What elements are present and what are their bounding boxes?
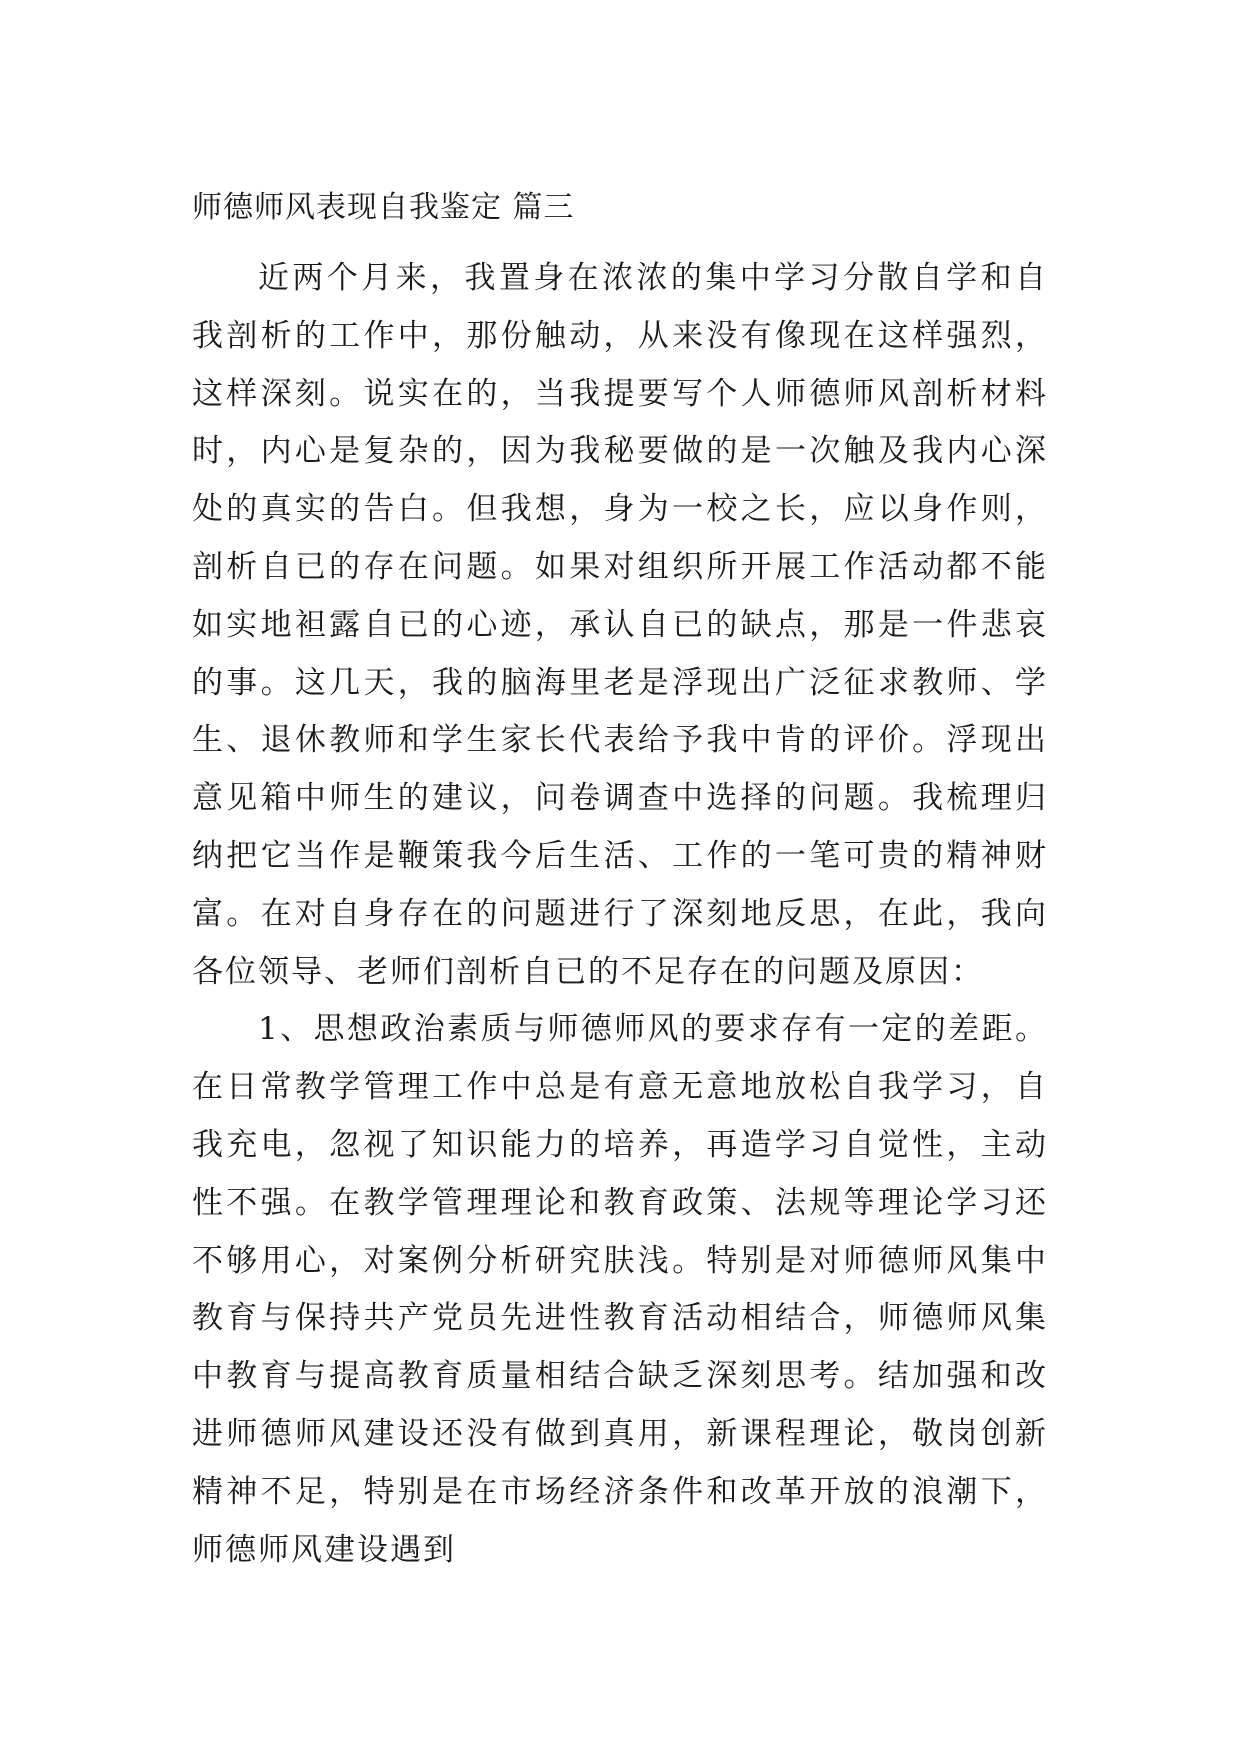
paragraph-intro: 近两个月来，我置身在浓浓的集中学习分散自学和自我剖析的工作中，那份触动，从来没有像现在这样强烈，这样深刻。说实在的，当我提要写个人师德师风剖析材料时，内心是复杂的，因为我秘要做的是一次触及我内心深处的真实的告白。但我想，身为一校之长，应以身作则，剖析自已的存在问题。如果对组织所开展工作活动都不能如实地袒露自已的心迹，承认自已的缺点，那是一件悲哀的事。这几天，我的脑海里老是浮现出广泛征求教师、学生、退休教师和学生家长代表给予我中肯的评价。浮现出意见箱中师生的建议，问卷调查中选择的问题。我梳理归纳把它当作是鞭策我今后生活、工作的一笔可贵的精神财富。在对自身存在的问题进行了深刻地反思，在此，我向各位领导、老师们剖析自已的不足存在的问题及原因： [192,260,1048,990]
document-title: 师德师风表现自我鉴定 篇三 [192,190,575,225]
paragraph-point-1: 1、思想政治素质与师德师风的要求存有一定的差距。在日常教学管理工作中总是有意无意地放松自我学习，自我充电，忽视了知识能力的培养，再造学习自觉性，主动性不强。在教学管理理论和教育政策、法规等理论学习还不够用心，对案例分析研究肤浅。特别是对师德师风集中教育与保持共产党员先进性教育活动相结合，师德师风集中教育与提高教育质量相结合缺乏深刻思考。结加强和改进师德师风建设还没有做到真用，新课程理论，敬岗创新精神不足，特别是在市场经济条件和改革开放的浪潮下，师德师风建设遇到 [192,1011,1048,1568]
document-body [192,188,1048,1579]
